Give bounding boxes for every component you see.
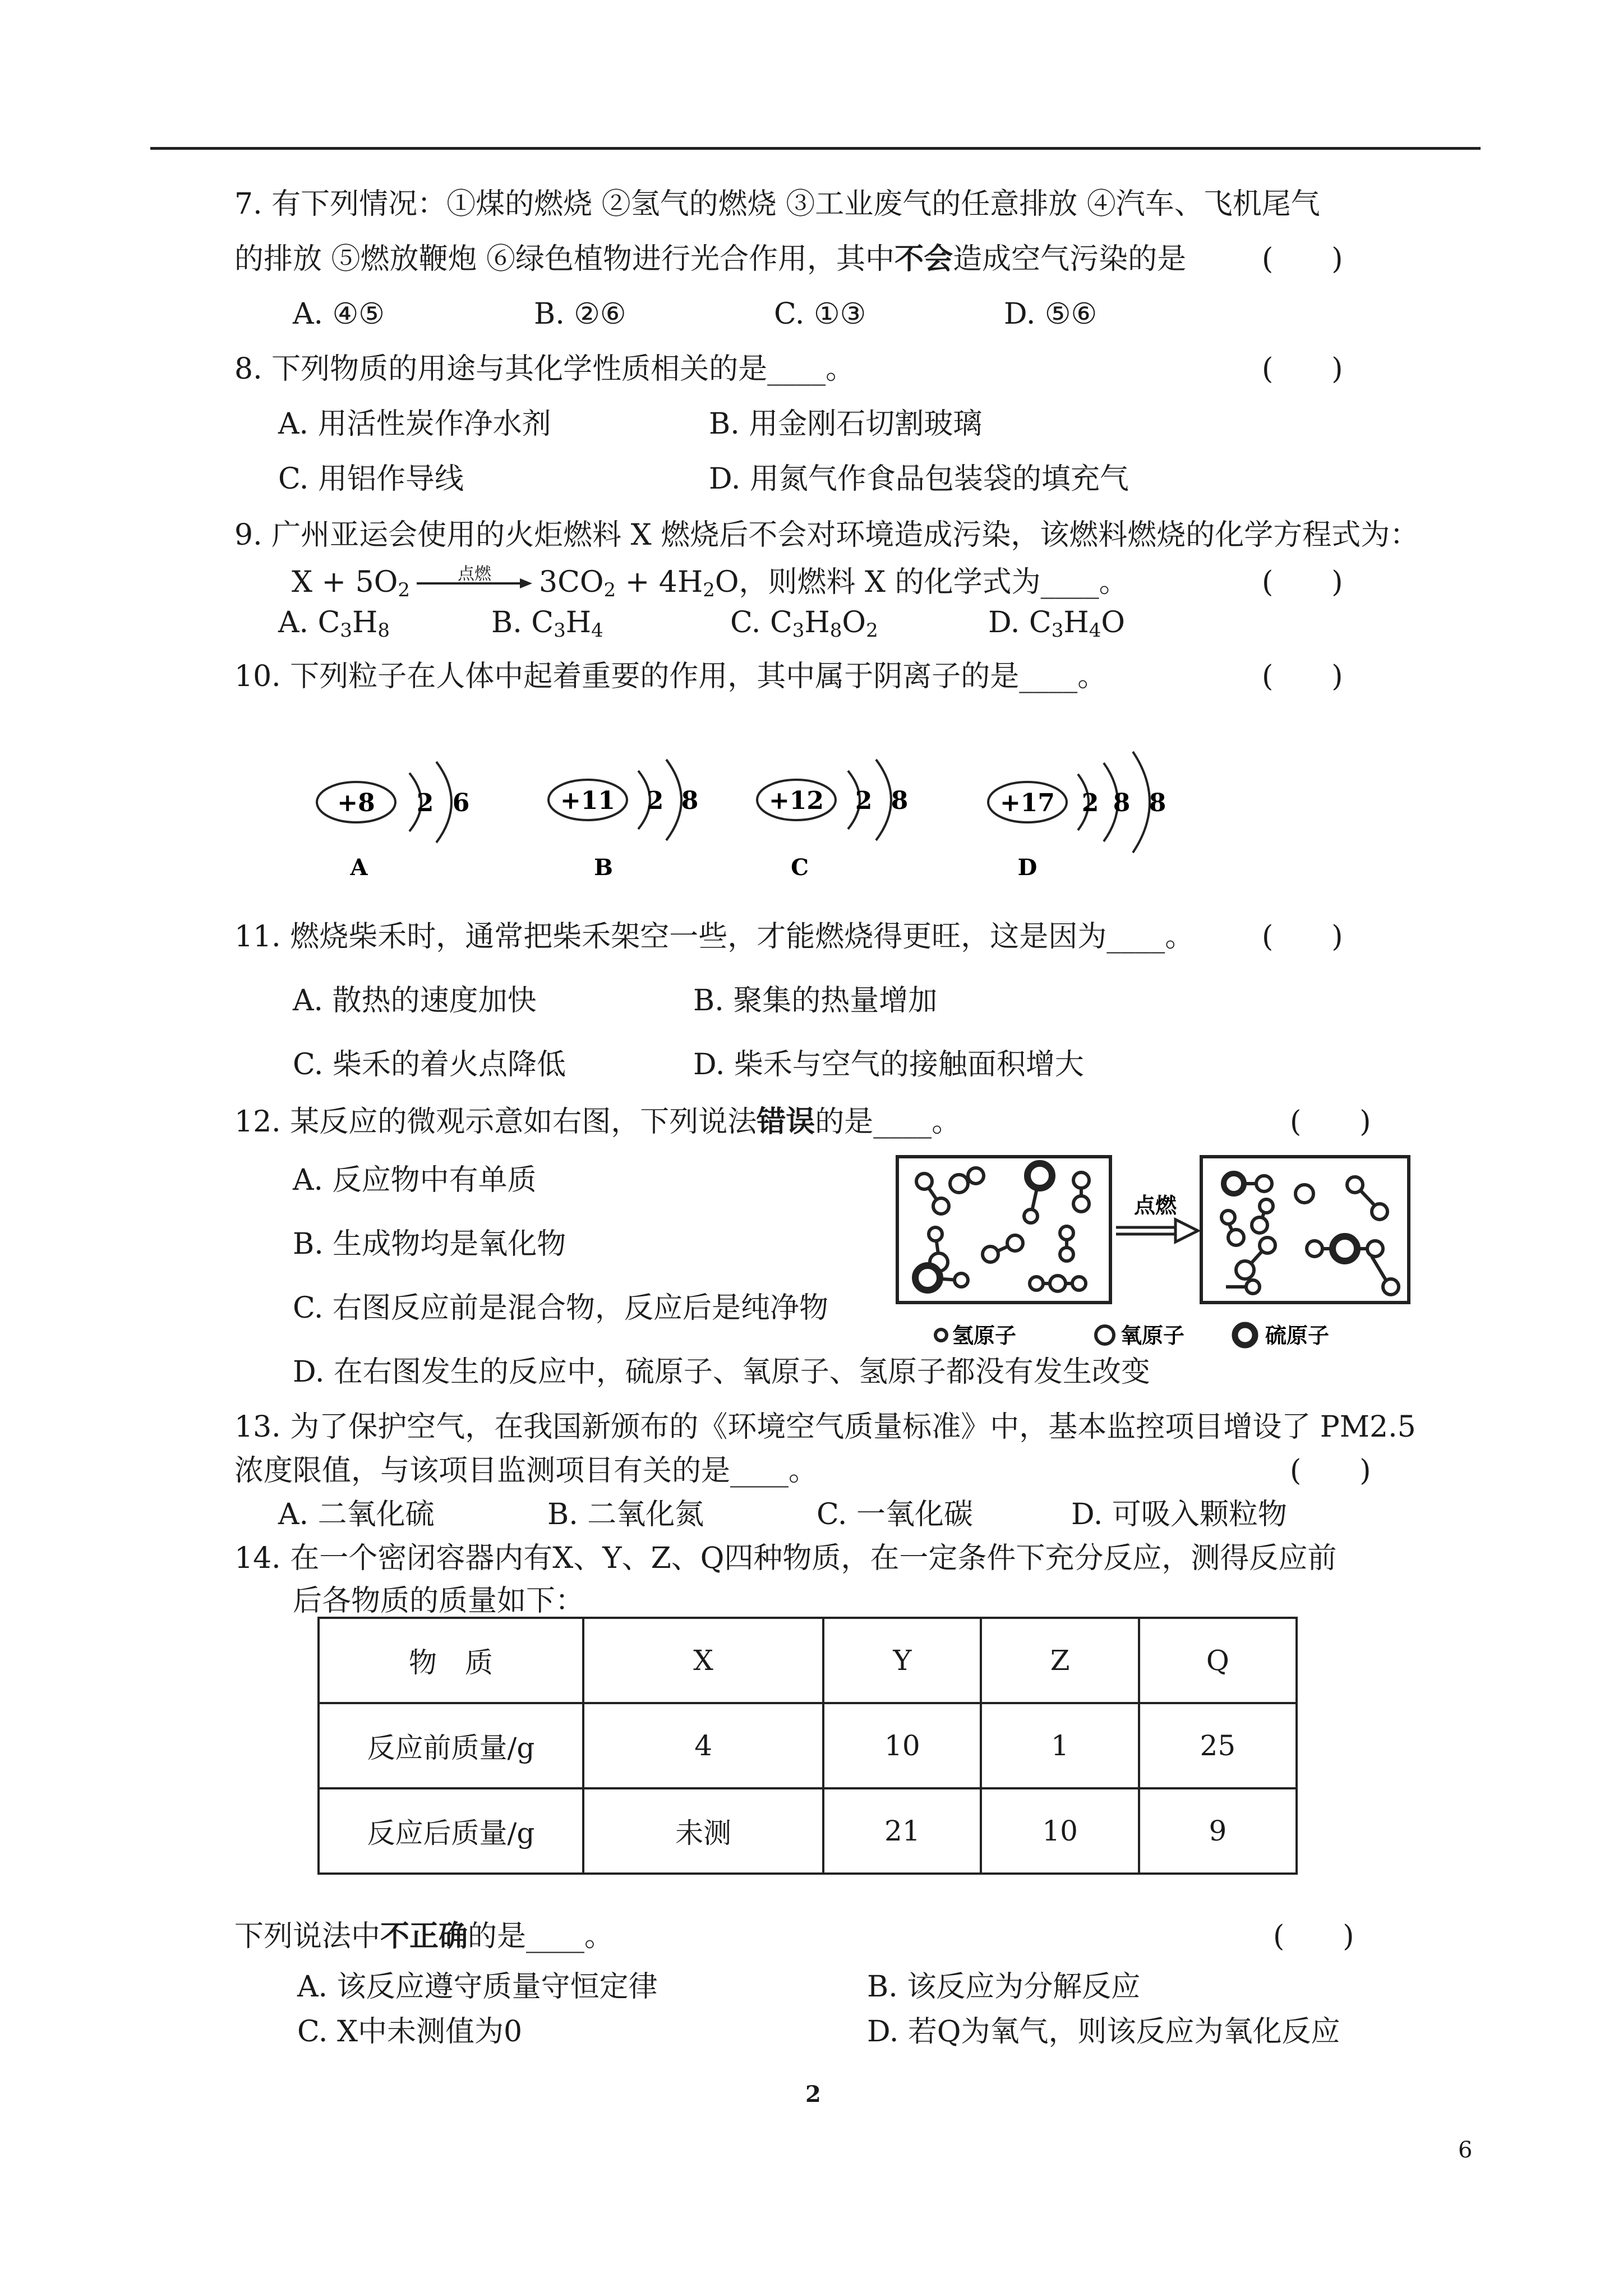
q10-stem: 10. 下列粒子在人体中起着重要的作用，其中属于阴离子的是____。 (234, 660, 1107, 693)
q8-option-c: C. 用铝作导线 (278, 462, 464, 496)
svg-text:2: 2 (646, 786, 664, 815)
q8-option-b: B. 用金刚石切割玻璃 (709, 407, 983, 441)
q12-option-a: A. 反应物中有单质 (293, 1163, 537, 1197)
particle-d-charge: +17 (999, 789, 1055, 817)
q12-option-d: D. 在右图发生的反应中，硫原子、氧原子、氢原子都没有发生改变 (293, 1355, 1150, 1389)
q9-stem: 9. 广州亚运会使用的火炬燃料 X 燃烧后不会对环境造成污染，该燃料燃烧的化学方程式为： (234, 518, 1419, 552)
q9-equation: $X + 5O_2$ 点燃 $3CO_2 + 4H_2O$，则燃料 X 的化学式为____。 (292, 564, 1128, 601)
table-cell: 4 (583, 1703, 823, 1788)
particle-a-label: A (350, 854, 368, 881)
q12-stem: 12. 某反应的微观示意如右图，下列说法错误的是____。 (234, 1105, 961, 1139)
hydrogen-legend-label: 氢原子 (952, 1323, 1017, 1348)
q8-answer-paren: ( ) (1262, 352, 1343, 386)
q7-option-c: C. ①③ (774, 297, 866, 331)
svg-text:6: 6 (452, 789, 470, 817)
q11-option-c: C. 柴禾的着火点降低 (293, 1048, 566, 1082)
page-number-inner: 2 (805, 2081, 821, 2108)
svg-text:2: 2 (855, 786, 873, 815)
q14-stem: 下列说法中不正确的是____。 (234, 1919, 614, 1953)
before-molecules (915, 1163, 1089, 1291)
hydrogen-legend-icon (935, 1329, 947, 1341)
table-cell: 反应前质量/g (319, 1703, 583, 1788)
oxygen-legend-label: 氧原子 (1121, 1323, 1185, 1348)
q7-line1: 7. 有下列情况：①煤的燃烧 ②氢气的燃烧 ③工业废气的任意排放 ④汽车、飞机尾气 (234, 187, 1320, 221)
sulfur-legend-icon (1235, 1325, 1255, 1345)
particle-a-charge: +8 (337, 789, 375, 817)
particle-c-label: C (791, 854, 809, 881)
particle-d-label: D (1017, 854, 1038, 881)
q11-option-a: A. 散热的速度加快 (293, 984, 537, 1018)
q10-answer-paren: ( ) (1262, 660, 1343, 693)
q14-line2: 后各物质的质量如下： (293, 1584, 585, 1618)
q13-option-c: C. 一氧化碳 (817, 1498, 973, 1531)
q13-option-b: B. 二氧化氮 (547, 1498, 704, 1531)
q13-answer-paren: ( ) (1290, 1454, 1371, 1488)
table-header-row (319, 1618, 1297, 1703)
table-cell: 1 (981, 1703, 1138, 1788)
svg-text:8: 8 (1149, 789, 1166, 817)
particle-b (548, 760, 698, 881)
table-cell: 10 (981, 1788, 1138, 1874)
particle-d (988, 752, 1166, 881)
q7-option-a: A. ④⑤ (293, 297, 385, 331)
svg-text:2: 2 (416, 789, 434, 817)
table-cell: 未测 (583, 1788, 823, 1874)
reaction-arrow: 点燃 (416, 564, 533, 600)
q9-option-d: D. $C_3H_4O$ (988, 606, 1125, 642)
q13-line1: 13. 为了保护空气，在我国新颁布的《环境空气质量标准》中，基本监控项目增设了 PM2.5 (234, 1410, 1416, 1444)
table-header-cell: X (583, 1618, 823, 1703)
particle-c-charge: +12 (768, 786, 824, 815)
oxygen-legend-icon (1096, 1326, 1114, 1344)
table-header-cell: Q (1139, 1618, 1297, 1703)
table-header-cell: Z (981, 1618, 1138, 1703)
svg-text:8: 8 (1113, 789, 1131, 817)
table-header-cell: Y (823, 1618, 981, 1703)
q14-option-a: A. 该反应遵守质量守恒定律 (297, 1970, 658, 2004)
q8-stem: 8. 下列物质的用途与其化学性质相关的是____。 (234, 352, 855, 386)
q7-answer-paren: ( ) (1262, 242, 1343, 276)
table-cell: 21 (823, 1788, 981, 1874)
q8-option-a: A. 用活性炭作净水剂 (278, 407, 551, 441)
q14-answer-paren: ( ) (1273, 1920, 1354, 1953)
mass-table (317, 1617, 1298, 1875)
q12-option-b: B. 生成物均是氧化物 (293, 1227, 566, 1261)
q9-option-c: C. $C_3H_8O_2$ (730, 606, 878, 642)
q11-answer-paren: ( ) (1262, 920, 1343, 954)
q11-stem: 11. 燃烧柴禾时，通常把柴禾架空一些，才能燃烧得更旺，这是因为____。 (234, 920, 1195, 954)
after-molecules (1221, 1174, 1399, 1295)
header-rule (150, 147, 1481, 150)
q14-line1: 14. 在一个密闭容器内有X、Y、Z、Q四种物质，在一定条件下充分反应，测得反应前 (234, 1542, 1337, 1575)
table-cell: 10 (823, 1703, 981, 1788)
svg-text:2: 2 (1081, 789, 1099, 817)
svg-text:8: 8 (681, 786, 699, 815)
q9-answer-paren: ( ) (1262, 565, 1343, 599)
q14-option-d: D. 若Q为氧气，则该反应为氧化反应 (867, 2015, 1340, 2049)
table-row (319, 1788, 1297, 1874)
table-row (319, 1703, 1297, 1788)
q7-option-b: B. ②⑥ (534, 297, 626, 331)
atomic-structure-diagrams (303, 746, 1256, 892)
q13-line2: 浓度限值，与该项目监测项目有关的是____。 (234, 1454, 818, 1488)
svg-text:8: 8 (891, 786, 909, 815)
q7-option-d: D. ⑤⑥ (1004, 297, 1098, 331)
atom-legend (935, 1323, 1329, 1348)
table-cell: 反应后质量/g (319, 1788, 583, 1874)
q9-option-b: B. $C_3H_4$ (491, 606, 603, 642)
particle-b-charge: +11 (560, 786, 616, 815)
particle-a (317, 762, 469, 881)
table-cell: 25 (1139, 1703, 1297, 1788)
page-number-outer: 6 (1458, 2137, 1473, 2163)
q13-option-d: D. 可吸入颗粒物 (1071, 1498, 1287, 1531)
reaction-micro-diagram (892, 1150, 1419, 1358)
table-header-cell: 物 质 (319, 1618, 583, 1703)
q13-option-a: A. 二氧化硫 (278, 1498, 435, 1531)
q11-option-d: D. 柴禾与空气的接触面积增大 (693, 1048, 1084, 1082)
q8-option-d: D. 用氮气作食品包装袋的填充气 (709, 462, 1129, 496)
reaction-condition-label: 点燃 (1133, 1193, 1177, 1218)
q9-option-a: A. $C_3H_8$ (278, 606, 390, 642)
q14-option-c: C. X中未测值为0 (297, 2015, 523, 2049)
sulfur-legend-label: 硫原子 (1265, 1323, 1330, 1348)
q12-option-c: C. 右图反应前是混合物，反应后是纯净物 (293, 1291, 828, 1325)
q11-option-b: B. 聚集的热量增加 (693, 984, 938, 1018)
table-cell: 9 (1139, 1788, 1297, 1874)
particle-b-label: B (594, 854, 613, 881)
q12-answer-paren: ( ) (1290, 1105, 1371, 1139)
q14-option-b: B. 该反应为分解反应 (867, 1970, 1141, 2004)
particle-c (757, 760, 908, 881)
q7-line2: 的排放 ⑤燃放鞭炮 ⑥绿色植物进行光合作用，其中不会造成空气污染的是 (234, 242, 1187, 276)
